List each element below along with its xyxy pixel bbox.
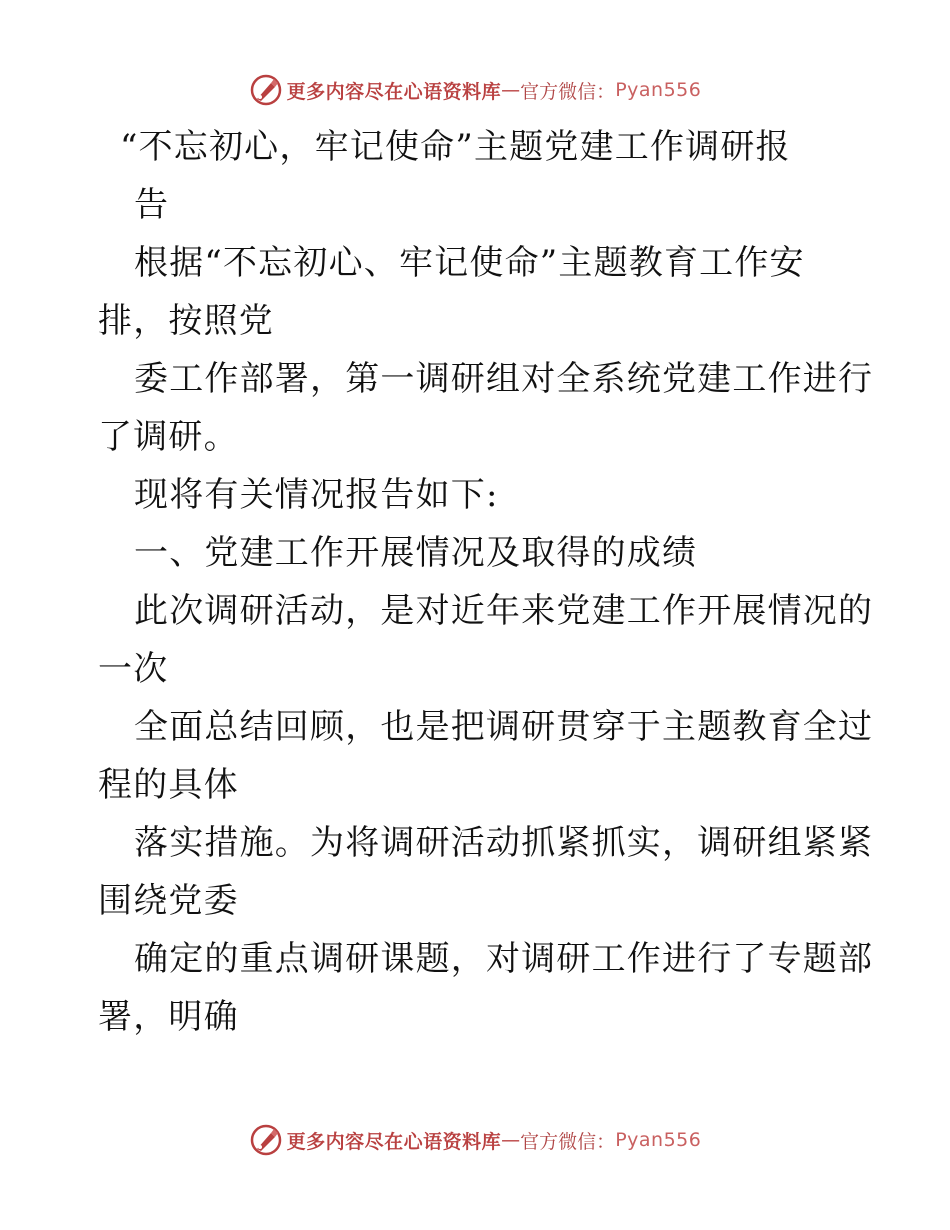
pen-logo-icon xyxy=(249,1123,283,1157)
paragraph-line: 署，明确 xyxy=(98,997,239,1037)
footer-watermark xyxy=(0,1120,950,1160)
paragraph-line: 现将有关情况报告如下: xyxy=(134,475,499,515)
paragraph-line: 落实措施。为将调研活动抓紧抓实，调研组紧紧 xyxy=(134,823,874,863)
header-watermark xyxy=(0,70,950,110)
paragraph-line: 全面总结回顾，也是把调研贯穿于主题教育全过 xyxy=(134,707,874,747)
watermark-dash: — xyxy=(501,79,521,101)
paragraph-line: 此次调研活动，是对近年来党建工作开展情况的 xyxy=(134,591,874,631)
paragraph-line: 围绕党委 xyxy=(98,881,239,921)
document-title-line-2: 告 xyxy=(134,185,170,225)
document-title-line-1: “不忘初心，牢记使命”主题党建工作调研报 xyxy=(120,127,791,167)
paragraph-line: 程的具体 xyxy=(98,765,239,805)
watermark-wechat-id: Pyan556 xyxy=(615,1129,702,1151)
paragraph-line: 根据“不忘初心、牢记使命”主题教育工作安 xyxy=(134,243,805,283)
paragraph-line: 一次 xyxy=(98,649,169,689)
paragraph-line: 确定的重点调研课题，对调研工作进行了专题部 xyxy=(134,939,874,979)
watermark-wechat-id: Pyan556 xyxy=(615,79,702,101)
paragraph-line: 排，按照党 xyxy=(98,301,274,341)
paragraph-line: 了调研。 xyxy=(98,417,239,457)
watermark-brand: 更多内容尽在心语资料库 xyxy=(286,1130,502,1153)
section-heading: 一、党建工作开展情况及取得的成绩 xyxy=(134,533,698,573)
pen-logo-icon xyxy=(249,73,283,107)
watermark-wechat-label: 官方微信： xyxy=(520,1130,616,1153)
watermark-wechat-label: 官方微信： xyxy=(520,80,616,103)
watermark-brand: 更多内容尽在心语资料库 xyxy=(286,80,502,103)
watermark-dash: — xyxy=(501,1129,521,1151)
paragraph-line: 委工作部署，第一调研组对全系统党建工作进行 xyxy=(134,359,874,399)
